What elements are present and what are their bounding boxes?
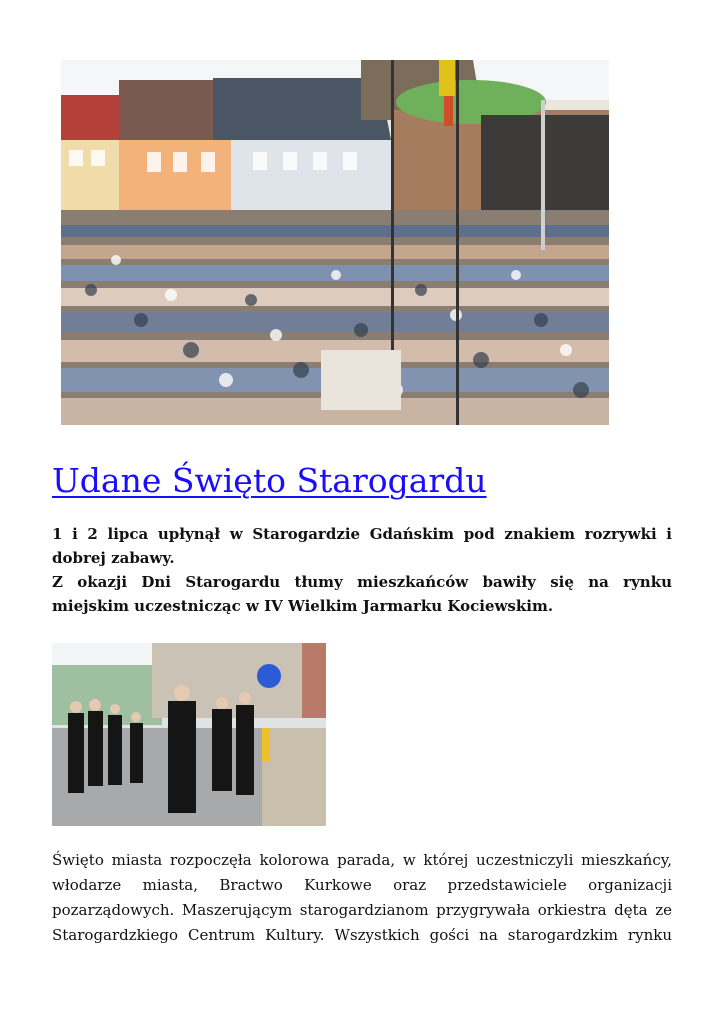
article-title[interactable]: [52, 458, 487, 504]
article-body: Święto miasta rozpoczęła kolorowa parada, w której uczestniczyli mieszkańcy, włodarze miasta, Bractwo Kurkowe oraz przedstawiciele organizacji pozarządowych. Maszerującym starogardzianom przygrywała orkiestra dęta ze Starogardzkiego Centrum Kultury. Wszystkich gości na starogardzkim rynku: [52, 851, 672, 944]
article-title-link[interactable]: Udane Święto Starogardu: [52, 461, 487, 500]
lead-paragraph: 1 i 2 lipca upłynął w Starogardzie Gdańskim pod znakiem rozrywki i dobrej zabawy.: [52, 525, 672, 567]
festival-crowd-photo: [61, 60, 609, 425]
parade-band-photo: [52, 643, 326, 826]
article-lead: [52, 522, 672, 618]
lead-paragraph: Z okazji Dni Starogardu tłumy mieszkańców bawiły się na rynku miejskim uczestnicząc w IV Wielkim Jarmarku Kociewskim.: [52, 573, 672, 615]
